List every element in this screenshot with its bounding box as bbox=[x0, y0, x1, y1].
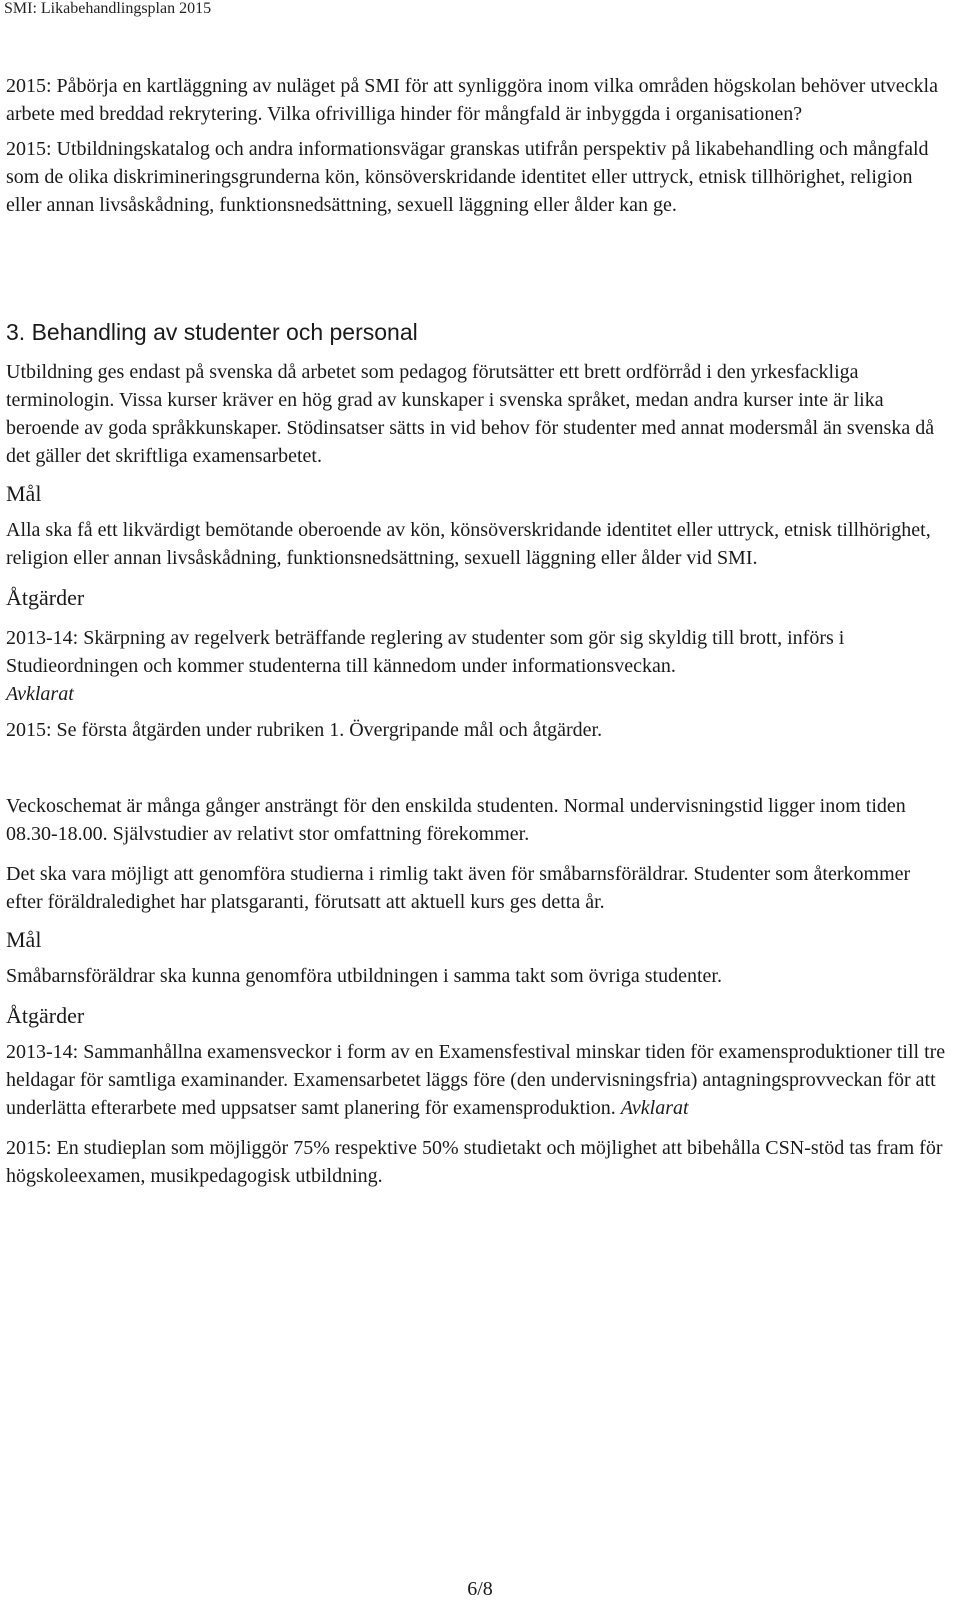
action-item-3-text: 2013-14: Sammanhållna examensveckor i form av en Examensfestival minskar tiden för examensproduktioner till tre heldagar för samtliga examinander. Examensarbetet läggs före (den undervisningsfria) antagningsprovveckan för att underlätta efterarbete med uppsatser samt planering för examensproduktion. bbox=[6, 1041, 946, 1119]
action-item-2: 2015: Se första åtgärden under rubriken 1. Övergripande mål och åtgärder. bbox=[6, 719, 603, 741]
status-label-2: Avklarat bbox=[620, 1097, 689, 1119]
section-3-intro: Utbildning ges endast på svenska då arbetet som pedagog förutsätter ett brett ordförråd i den yrkesfackliga terminologin. Vissa kurser kräver en hög grad av kunskaper i svenska språket, medan andra kurser inte är lika beroende av goda språkkunskaper. Stödinsatser sätts in vid behov för studenter med annat modersmål än svenska då det gäller det skriftliga examensarbetet. bbox=[6, 361, 935, 467]
goal-text-2: Småbarnsföräldrar ska kunna genomföra utbildningen i samma takt som övriga studenter. bbox=[6, 965, 722, 987]
schedule-paragraph-2: Det ska vara möjligt att genomföra studierna i rimlig takt även för småbarnsföräldrar. Studenter som återkommer efter föräldraledighet har platsgaranti, förutsatt att aktuell kurs ges detta år. bbox=[6, 863, 911, 913]
schedule-paragraph-1: Veckoschemat är många gånger ansträngt för den enskilda studenten. Normal undervisningstid ligger inom tiden 08.30-18.00. Självstudier av relativt stor omfattning förekommer. bbox=[6, 795, 906, 845]
goal-text: Alla ska få ett likvärdigt bemötande oberoende av kön, könsöverskridande identitet eller uttryck, etnisk tillhörighet, religion eller annan livsåskådning, funktionsnedsättning, sexuell läggning eller ålder vid SMI. bbox=[6, 519, 931, 569]
intro-paragraph-2: 2015: Utbildningskatalog och andra informationsvägar granskas utifrån perspektiv på likabehandling och mångfald som de olika diskrimineringsgrunderna kön, könsöverskridande identitet eller uttryck, etnisk tillhörighet, religion eller annan livsåskådning, funktionsnedsättning, sexuell läggning eller ålder kan ge. bbox=[6, 138, 929, 216]
goal-heading-2: Mål bbox=[6, 927, 42, 952]
intro-paragraph-1: 2015: Påbörja en kartläggning av nuläget på SMI för att synliggöra inom vilka områden högskolan behöver utveckla arbete med breddad rekrytering. Vilka ofrivilliga hinder för mångfald är inbyggda i organisationen? bbox=[6, 75, 938, 125]
action-item-1-text: 2013-14: Skärpning av regelverk beträffande reglering av studenter som gör sig skyldig till brott, införs i Studieordningen och kommer studenterna till kännedom under informationsveckan. bbox=[6, 627, 845, 677]
section-3-heading: 3. Behandling av studenter och personal bbox=[6, 319, 418, 345]
goal-heading: Mål bbox=[6, 481, 42, 506]
action-item-1 bbox=[6, 624, 948, 708]
page-body bbox=[6, 72, 948, 1190]
actions-heading: Åtgärder bbox=[6, 585, 85, 610]
actions-heading-2: Åtgärder bbox=[6, 1003, 85, 1028]
document-header: SMI: Likabehandlingsplan 2015 bbox=[4, 0, 212, 17]
page-number: 6/8 bbox=[467, 1578, 493, 1600]
status-label: Avklarat bbox=[6, 683, 74, 705]
action-item-3 bbox=[6, 1038, 948, 1122]
action-item-4: 2015: En studieplan som möjliggör 75% respektive 50% studietakt och möjlighet att bibehålla CSN-stöd tas fram för högskoleexamen, musikpedagogisk utbildning. bbox=[6, 1137, 943, 1187]
